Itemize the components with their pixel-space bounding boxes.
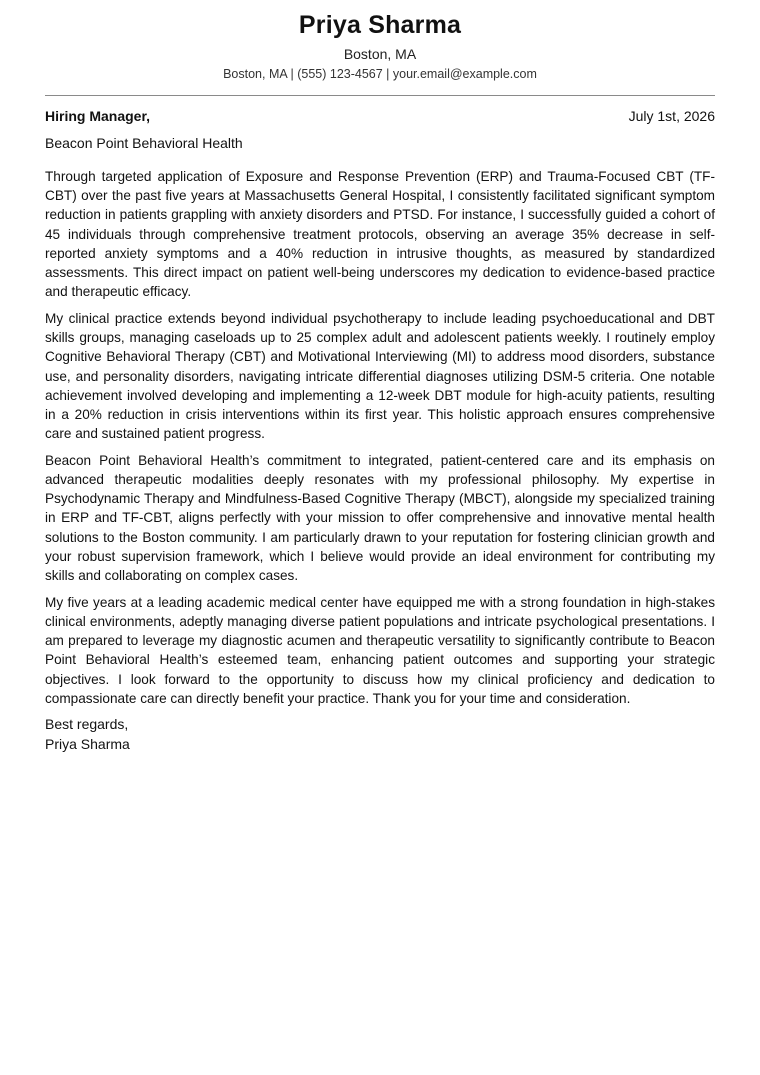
signature-name: Priya Sharma	[45, 735, 130, 752]
sender-name: Priya Sharma	[298, 11, 462, 39]
sender-contact-line: Boston, MA | (555) 123-4567 | your.email@example.com	[223, 67, 537, 81]
body-paragraph: My clinical practice extends beyond individual psychotherapy to include leading psychoeducational and DBT skills groups, managing caseloads up to 25 complex adult and adolescent patients weekly. I routinely employ Cognitive Behavioral Therapy (CBT) and Motivational Interviewing (MI) to address mood disorders, substance use, and personality disorders, navigating intricate differential diagnoses utilizing DSM-5 criteria. One notable achievement involved developing and implementing a 12-week DBT module for high-acuity patients, resulting in a 20% reduction in crisis interventions within its first year. This holistic approach ensures comprehensive care and sustained patient progress.	[45, 310, 715, 442]
body-paragraph: Beacon Point Behavioral Health’s commitment to integrated, patient-centered care and its emphasis on advanced therapeutic modalities deeply resonates with my professional philosophy. My expertise in Psychodynamic Therapy and Mindfulness-Based Cognitive Therapy (MBCT), alongside my specialized training in ERP and TF-CBT, aligns perfectly with your mission to offer comprehensive and innovative mental health solutions to the Boston community. I am particularly drawn to your reputation for fostering clinician growth and your robust supervision framework, which I believe would provide an ideal environment for contributing my skills and collaborating on complex cases.	[45, 452, 715, 584]
recipient-salutation: Hiring Manager,	[45, 108, 151, 124]
recipient-date-row	[45, 107, 715, 125]
body-paragraph: My five years at a leading academic medical center have equipped me with a strong foundation in high-stakes clinical environments, adeptly managing diverse patient populations and intricate psychological presentations. I am prepared to leverage my diagnostic acumen and therapeutic versatility to significantly contribute to Beacon Point Behavioral Health’s esteemed team, enhancing patient outcomes and supporting your strategic objectives. I look forward to the opportunity to discuss how my clinical proficiency and dedication to compassionate care can directly benefit your practice. Thank you for your time and consideration.	[45, 594, 715, 706]
closing-phrase: Best regards,	[45, 716, 129, 733]
letter-header	[45, 0, 715, 82]
sender-location: Boston, MA	[343, 46, 417, 62]
letter-closing	[45, 715, 715, 754]
header-divider	[45, 95, 715, 96]
letter-body	[45, 167, 715, 708]
letter-date: July 1st, 2026	[628, 108, 715, 124]
recipient-company: Beacon Point Behavioral Health	[45, 135, 243, 151]
body-paragraph: Through targeted application of Exposure and Response Prevention (ERP) and Trauma-Focused CBT (TF-CBT) over the past five years at Massachusetts General Hospital, I consistently facilitated significant symptom reduction in patients grappling with anxiety disorders and PTSD. For instance, I successfully guided a cohort of 45 individuals through comprehensive treatment protocols, observing an average 35% decrease in self-reported anxiety symptoms and a 40% reduction in intrusive thoughts, as measured by standardized assessments. This direct impact on patient well-being underscores my dedication to evidence-based practice and therapeutic efficacy.	[45, 169, 715, 300]
